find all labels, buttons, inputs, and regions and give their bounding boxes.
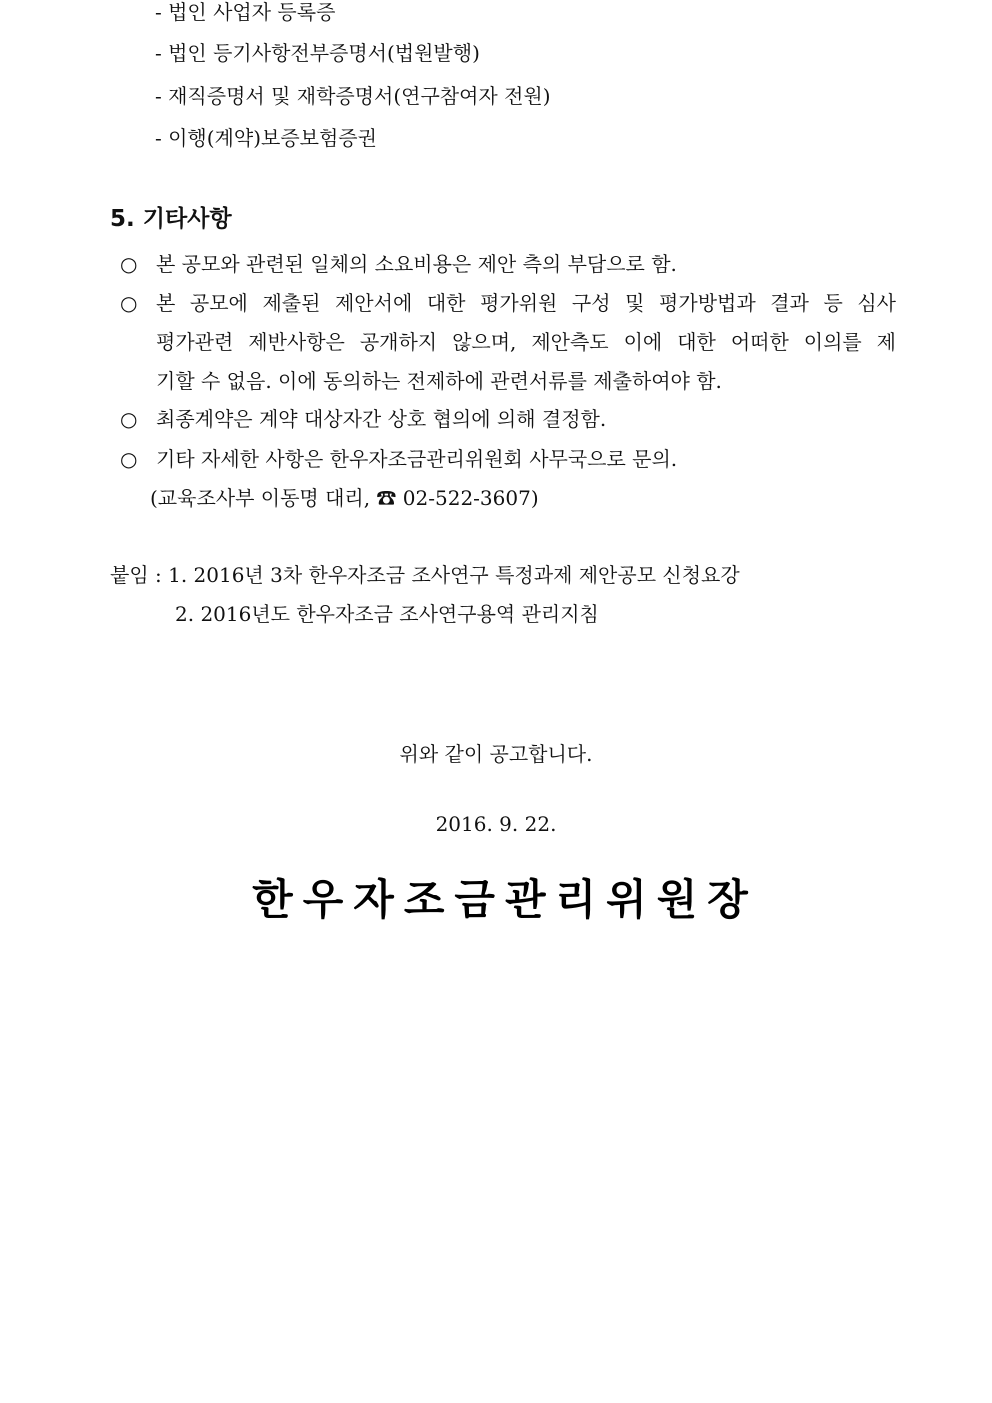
bullet-text-line1: 본 공모에 제출된 제안서에 대한 평가위원 구성 및 평가방법과 결과 등 심사	[156, 291, 896, 315]
signature-title: 한우자조금관리위원장	[252, 875, 758, 924]
document-item-guarantee-insurance: - 이행(계약)보증보험증권	[155, 126, 377, 150]
circle-bullet-icon: ○	[120, 291, 138, 315]
contact-info: (교육조사부 이동명 대리, ☎ 02-522-3607)	[150, 486, 539, 510]
attachment-line-1: 붙임 : 1. 2016년 3차 한우자조금 조사연구 특정과제 제안공모 신청요강	[110, 563, 740, 587]
section-heading: 5. 기타사항	[110, 206, 232, 232]
circle-bullet-icon: ○	[120, 252, 138, 276]
bullet-item-evaluation	[120, 289, 156, 317]
bullet-item-final-contract	[120, 405, 606, 433]
closing-statement: 위와 같이 공고합니다.	[399, 742, 593, 766]
bullet-item-costs	[120, 250, 677, 278]
bullet-text: 본 공모와 관련된 일체의 소요비용은 제안 측의 부담으로 함.	[156, 252, 677, 276]
circle-bullet-icon: ○	[120, 407, 138, 431]
bullet-text: 최종계약은 계약 대상자간 상호 협의에 의해 결정함.	[156, 407, 607, 431]
bullet-item-inquiry	[120, 445, 677, 473]
circle-bullet-icon: ○	[120, 447, 138, 471]
bullet-text-line2: 평가관련 제반사항은 공개하지 않으며, 제안측도 이에 대한 어떠한 이의를 제	[156, 330, 896, 354]
bullet-text-line3: 기할 수 없음. 이에 동의하는 전제하에 관련서류를 제출하여야 함.	[156, 369, 722, 393]
document-item-corporate-registry: - 법인 등기사항전부증명서(법원발행)	[155, 41, 480, 65]
bullet-text: 기타 자세한 사항은 한우자조금관리위원회 사무국으로 문의.	[156, 447, 678, 471]
document-item-business-registration: - 법인 사업자 등록증	[155, 0, 336, 24]
attachment-line-2: 2. 2016년도 한우자조금 조사연구용역 관리지침	[175, 602, 599, 626]
document-item-employment-certificate: - 재직증명서 및 재학증명서(연구참여자 전원)	[155, 84, 551, 108]
announcement-date: 2016. 9. 22.	[435, 812, 557, 836]
